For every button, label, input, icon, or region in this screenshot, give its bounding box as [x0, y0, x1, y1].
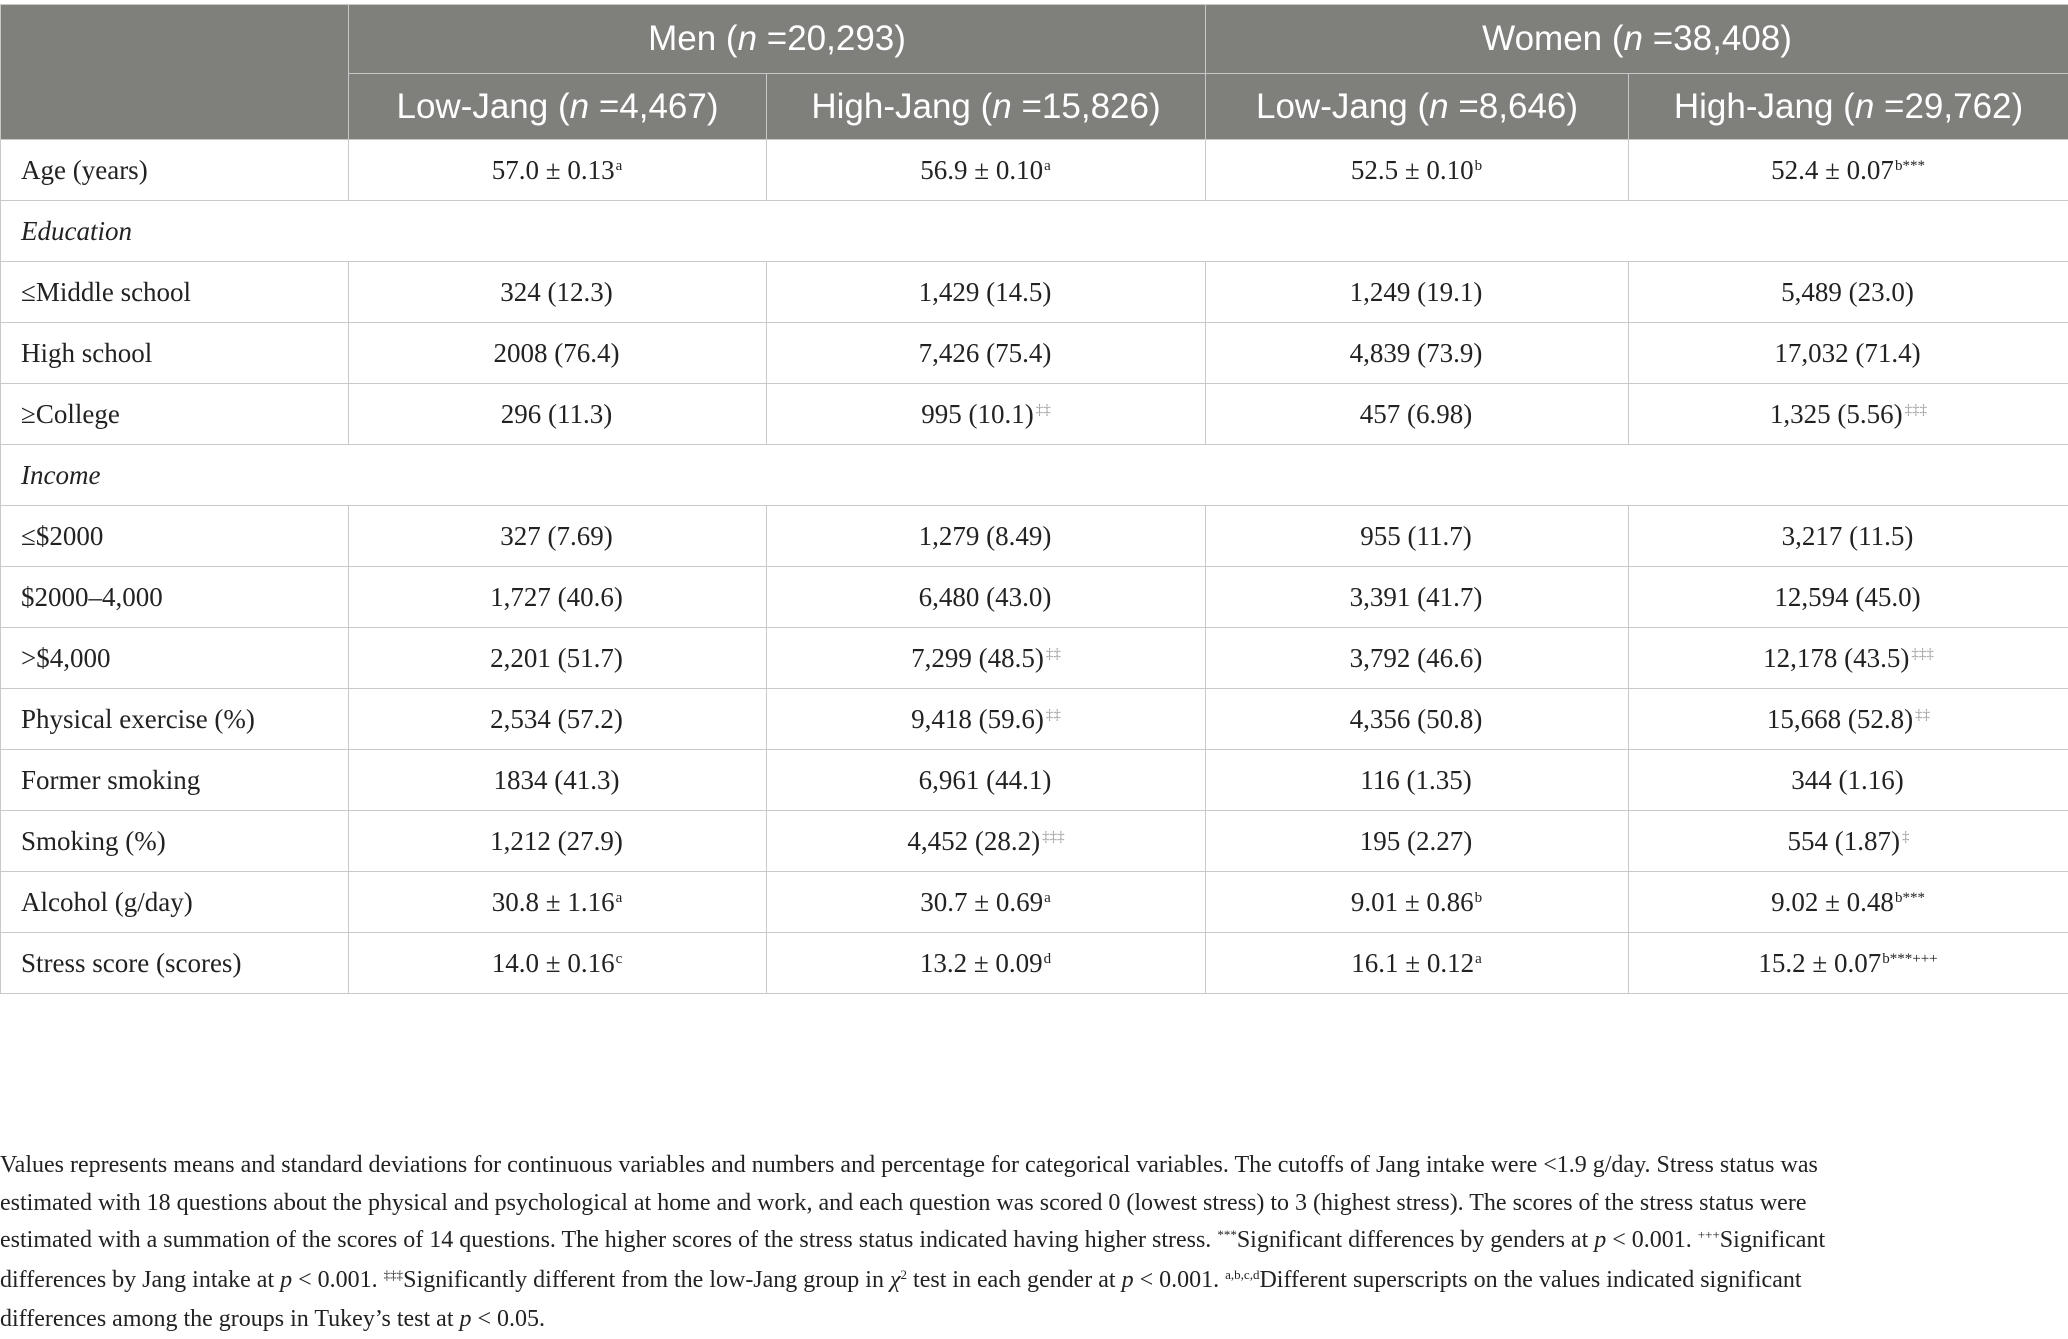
- row-label: ≥College: [1, 384, 349, 445]
- table-row: [1, 140, 2068, 201]
- table-row: [1, 323, 2068, 384]
- header-men: Men (n =20,293): [349, 5, 1206, 74]
- row-label: ≤Middle school: [1, 262, 349, 323]
- row-label: Alcohol (g/day): [1, 872, 349, 933]
- header-corner-cell: [1, 5, 349, 140]
- table-cell: 6,961 (44.1): [767, 750, 1206, 811]
- table-cell: 52.5 ± 0.10$^b$: [1206, 140, 1629, 201]
- table-cell: 554 (1.87) ‡: [1629, 811, 2068, 872]
- table-cell: 4,356 (50.8): [1206, 689, 1629, 750]
- section-label: Education: [1, 201, 2068, 262]
- table-cell: 2,534 (57.2): [349, 689, 767, 750]
- table-cell: 1,279 (8.49): [767, 506, 1206, 567]
- table-cell: 17,032 (71.4): [1629, 323, 2068, 384]
- section-row-income: [1, 445, 2068, 506]
- table-cell: 5,489 (23.0): [1629, 262, 2068, 323]
- table-cell: 3,792 (46.6): [1206, 628, 1629, 689]
- table-row: [1, 262, 2068, 323]
- table-cell: 14.0 ± 0.16$^c$: [349, 933, 767, 994]
- table-cell: $52.4 \pm 0.07^{b***}$: [1629, 140, 2068, 201]
- header-men-high-jang: High-Jang (n =15,826): [767, 74, 1206, 140]
- row-label: $2000–4,000: [1, 567, 349, 628]
- baseline-characteristics-table: [0, 4, 2068, 994]
- table-cell: 324 (12.3): [349, 262, 767, 323]
- table-cell: 116 (1.35): [1206, 750, 1629, 811]
- section-row-education: [1, 201, 2068, 262]
- table-cell: 3,217 (11.5): [1629, 506, 2068, 567]
- table-cell: 7,426 (75.4): [767, 323, 1206, 384]
- table-cell: 955 (11.7): [1206, 506, 1629, 567]
- row-label: Stress score (scores): [1, 933, 349, 994]
- table-cell: 16.1 ± 0.12$^a$: [1206, 933, 1629, 994]
- table-row: [1, 689, 2068, 750]
- table-footnote: [0, 1147, 2060, 1339]
- table-cell: 12,594 (45.0): [1629, 567, 2068, 628]
- table-cell: 1,212 (27.9): [349, 811, 767, 872]
- table-cell: 1,325 (5.56) ‡‡‡: [1629, 384, 2068, 445]
- table-cell: 327 (7.69): [349, 506, 767, 567]
- table-cell: 1,727 (40.6): [349, 567, 767, 628]
- table-row: [1, 872, 2068, 933]
- row-label: High school: [1, 323, 349, 384]
- table-cell: 3,391 (41.7): [1206, 567, 1629, 628]
- row-label: ≤$2000: [1, 506, 349, 567]
- table-cell: 296 (11.3): [349, 384, 767, 445]
- table-cell: 30.8 ± 1.16$^a$: [349, 872, 767, 933]
- table-row: [1, 811, 2068, 872]
- table-cell: 15,668 (52.8) ‡‡: [1629, 689, 2068, 750]
- row-label: Former smoking: [1, 750, 349, 811]
- table-cell: 57.0 ± 0.13$^a$: [349, 140, 767, 201]
- table-row: [1, 506, 2068, 567]
- table-cell: 457 (6.98): [1206, 384, 1629, 445]
- table-row: [1, 933, 2068, 994]
- table-cell: 7,299 (48.5) ‡‡: [767, 628, 1206, 689]
- table-row: [1, 628, 2068, 689]
- table-cell: 995 (10.1) ‡‡: [767, 384, 1206, 445]
- footnote-line-5: differences among the groups in Tukey’s test at p < 0.05.: [0, 1301, 2060, 1339]
- table-cell: 6,480 (43.0): [767, 567, 1206, 628]
- table-cell: 2008 (76.4): [349, 323, 767, 384]
- row-label: Age (years): [1, 140, 349, 201]
- footnote-line-3: estimated with a summation of the scores of 14 questions. The higher scores of the stress status indicated having higher stress. ***Significant differences by genders at p < 0.001. +++Significant: [0, 1222, 2060, 1262]
- row-label: >$4,000: [1, 628, 349, 689]
- footnote-line-1: Values represents means and standard deviations for continuous variables and numbers and percentage for categorical variables. The cutoffs of Jang intake were <1.9 g/day. Stress status was: [0, 1147, 2060, 1185]
- table-cell: 4,839 (73.9): [1206, 323, 1629, 384]
- table-cell: 9.01 ± 0.86$^b$: [1206, 872, 1629, 933]
- row-label: Physical exercise (%): [1, 689, 349, 750]
- table-cell: 1,249 (19.1): [1206, 262, 1629, 323]
- header-women: Women (n =38,408): [1206, 5, 2068, 74]
- footnote-line-2: estimated with 18 questions about the physical and psychological at home and work, and each question was scored 0 (lowest stress) to 3 (highest stress). The scores of the stress status were: [0, 1185, 2060, 1223]
- table-cell: 195 (2.27): [1206, 811, 1629, 872]
- table-cell: 1834 (41.3): [349, 750, 767, 811]
- table-cell: 4,452 (28.2) ‡‡‡: [767, 811, 1206, 872]
- section-label: Income: [1, 445, 2068, 506]
- header-row-gender: [1, 5, 2068, 74]
- footnote-line-4: differences by Jang intake at p < 0.001. ‡‡‡Significantly different from the low-Jang group in $\chi^2$ test in each gender at p < 0.001. $^{a,b,c,d}$Different superscripts on the values indicated significant: [0, 1262, 2060, 1302]
- table-row: [1, 567, 2068, 628]
- table-cell: 13.2 ± 0.09$^d$: [767, 933, 1206, 994]
- header-women-high-jang: High-Jang (n =29,762): [1629, 74, 2068, 140]
- header-women-low-jang: Low-Jang (n =8,646): [1206, 74, 1629, 140]
- table-cell: $15.2 \pm 0.07^{b***+++}$: [1629, 933, 2068, 994]
- table-cell: 30.7 ± 0.69$^a$: [767, 872, 1206, 933]
- table-cell: 344 (1.16): [1629, 750, 2068, 811]
- table-row: [1, 384, 2068, 445]
- table-cell: 1,429 (14.5): [767, 262, 1206, 323]
- table-cell: 2,201 (51.7): [349, 628, 767, 689]
- row-label: Smoking (%): [1, 811, 349, 872]
- table-cell: $9.02 \pm 0.48^{b***}$: [1629, 872, 2068, 933]
- table-cell: 12,178 (43.5) ‡‡‡: [1629, 628, 2068, 689]
- table-cell: 9,418 (59.6) ‡‡: [767, 689, 1206, 750]
- header-men-low-jang: Low-Jang (n =4,467): [349, 74, 767, 140]
- table-row: [1, 750, 2068, 811]
- table-cell: 56.9 ± 0.10$^a$: [767, 140, 1206, 201]
